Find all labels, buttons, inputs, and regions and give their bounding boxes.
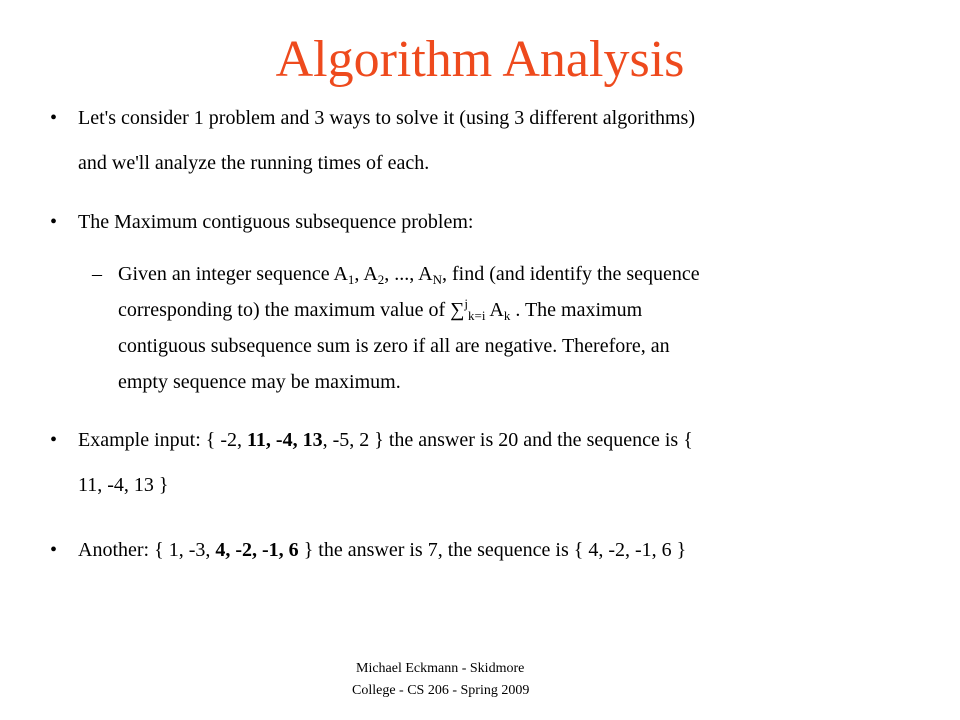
- text-run: Given an integer sequence A: [118, 263, 348, 285]
- text-run: Another: { 1, -3,: [78, 539, 216, 561]
- subscript: k=i: [468, 308, 486, 323]
- bullet-line: and we'll analyze the running times of each.: [78, 152, 430, 174]
- sub-bullet-definition: [92, 256, 922, 400]
- definition-line-1: [118, 256, 922, 292]
- bullet-problem-statement: [50, 200, 473, 245]
- footer-line-2: College - CS 206 - Spring 2009: [352, 683, 530, 698]
- text-run: , find (and identify the sequence: [442, 263, 700, 285]
- subscript: k: [503, 308, 511, 323]
- slide-title: Algorithm Analysis: [275, 31, 685, 88]
- bullet-line: [78, 418, 693, 463]
- bullet-line: 11, -4, 13 }: [78, 474, 169, 496]
- bullet-marker: •: [50, 107, 58, 129]
- bullet-marker: •: [50, 539, 58, 561]
- bullet-marker: •: [50, 211, 58, 233]
- slide-footer: [352, 658, 622, 702]
- definition-line-4: empty sequence may be maximum.: [118, 371, 401, 393]
- text-run: , -5, 2 } the answer is 20 and the sequence is {: [322, 429, 693, 451]
- bold-sequence: 11, -4, 13: [247, 429, 323, 451]
- bullet-text: The Maximum contiguous subsequence problem:: [78, 211, 474, 233]
- text-run: } the answer is 7, the sequence is { 4, -2, -1, 6 }: [298, 539, 687, 561]
- bullet-text: [78, 528, 686, 573]
- bullet-text: [78, 96, 695, 186]
- dash-marker: –: [92, 263, 102, 285]
- definition-line-3: contiguous subsequence sum is zero if all are negative. Therefore, an: [118, 335, 670, 357]
- superscript: j: [464, 296, 469, 311]
- subscript: 1: [347, 272, 355, 287]
- text-run: , A: [354, 263, 378, 285]
- sub-bullet-text: [118, 256, 922, 400]
- bullet-line: Let's consider 1 problem and 3 ways to solve it (using 3 different algorithms): [78, 107, 696, 129]
- bullet-running-times: [50, 96, 695, 186]
- bold-sequence: 4, -2, -1, 6: [215, 539, 299, 561]
- footer-line-1: Michael Eckmann - Skidmore: [356, 661, 525, 676]
- text-run: corresponding to) the maximum value of ∑: [118, 299, 465, 321]
- subscript: 2: [377, 272, 385, 287]
- bullet-marker: •: [50, 429, 58, 451]
- text-run: A: [485, 299, 504, 321]
- text-run: . The maximum: [510, 299, 643, 321]
- text-run: Example input: { -2,: [78, 429, 248, 451]
- subscript: N: [432, 272, 442, 287]
- bullet-text: [78, 418, 693, 508]
- bullet-example-input: [50, 418, 693, 508]
- definition-line-2: [118, 292, 922, 328]
- text-run: , ..., A: [384, 263, 433, 285]
- bullet-another-example: [50, 528, 686, 573]
